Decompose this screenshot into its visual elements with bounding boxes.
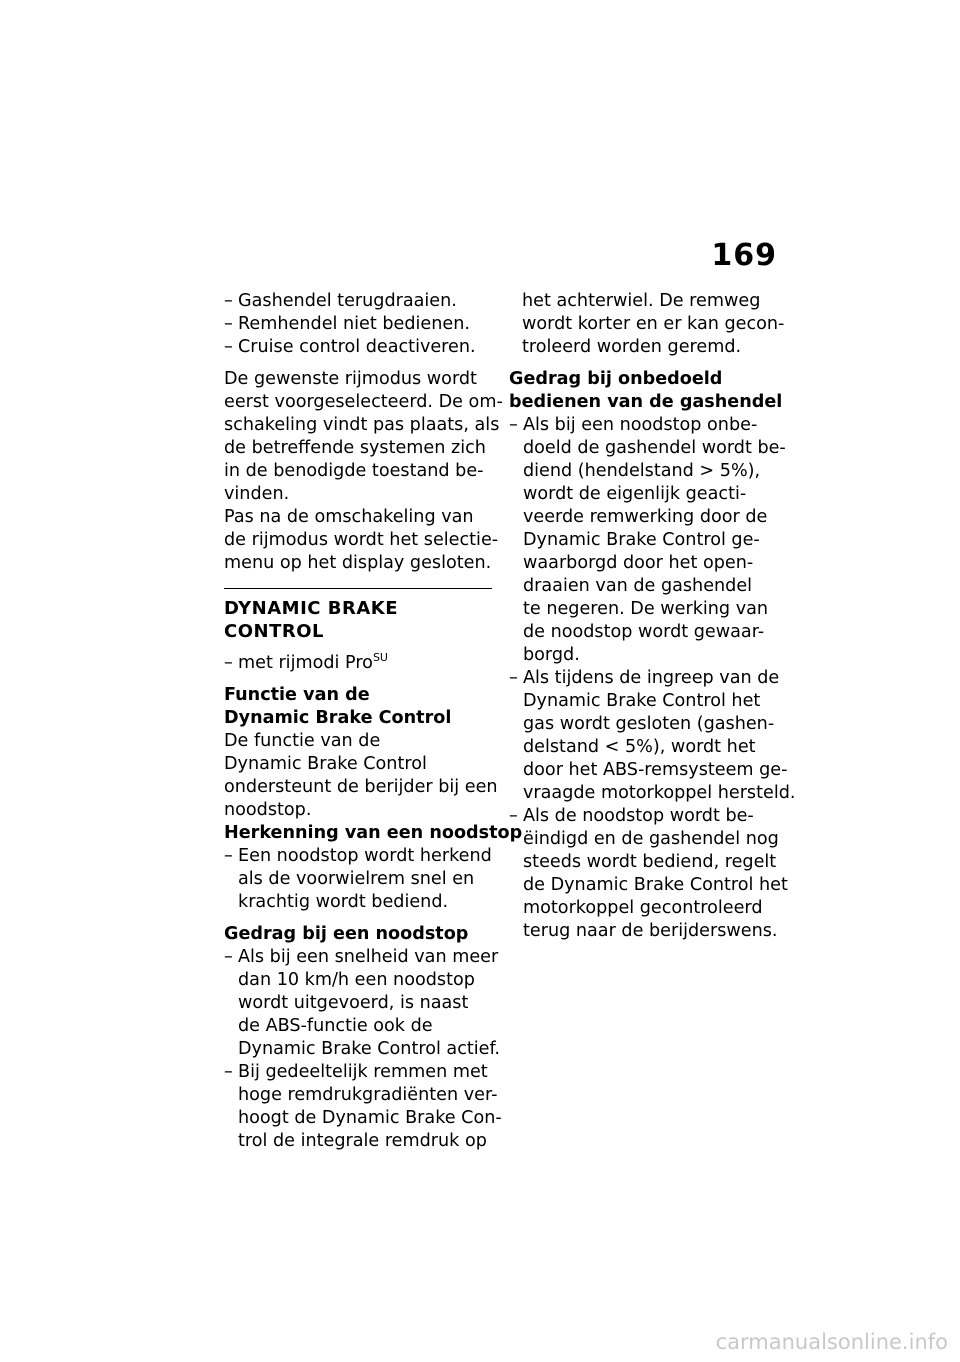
list-item <box>224 946 501 1061</box>
text-line: waarborgd door het open- <box>523 553 754 573</box>
text-line: eerst voorgeselecteerd. De om- <box>224 392 503 412</box>
text-line: – Als bij een noodstop onbe- <box>523 415 758 435</box>
list-item <box>224 845 492 914</box>
text-line: de Dynamic Brake Control het <box>523 875 788 895</box>
text-line: ëindigd en de gashendel nog <box>523 829 779 849</box>
behaviour-heading: Gedrag bij een noodstop <box>224 924 469 944</box>
text-line: Dynamic Brake Control <box>224 754 427 774</box>
function-body <box>224 730 498 822</box>
text-line: krachtig wordt bediend. <box>238 892 449 912</box>
recognition-list <box>224 845 492 914</box>
text-line: troleerd worden geremd. <box>522 337 742 357</box>
text-line: wordt korter en er kan gecon- <box>522 314 785 334</box>
text-line: te negeren. De werking van <box>523 599 769 619</box>
unintended-throttle-list <box>509 414 796 943</box>
text-line: de noodstop wordt gewaar- <box>523 622 765 642</box>
text-line: motorkoppel gecontroleerd <box>523 898 763 918</box>
text-line: Pas na de omschakeling van <box>224 507 474 527</box>
list-item <box>509 805 788 943</box>
text-line: hoge remdrukgradiënten ver- <box>238 1085 498 1105</box>
heading-line: bedienen van de gashendel <box>509 392 783 412</box>
list-item: – Gashendel terugdraaien. <box>224 290 492 313</box>
text-line: de betreffende systemen zich <box>224 438 486 458</box>
list-item: – Remhendel niet bedienen. <box>224 313 492 336</box>
section-divider <box>224 588 492 589</box>
list-item <box>509 667 796 805</box>
text-line: veerde remwerking door de <box>523 507 768 527</box>
list-item <box>224 1061 502 1153</box>
text-line: het achterwiel. De remweg <box>522 291 761 311</box>
right-column <box>509 290 796 943</box>
mode-requirement-text: met rijmodi Pro <box>238 653 373 673</box>
release-steps-list <box>224 290 492 359</box>
text-line: menu op het display gesloten. <box>224 553 492 573</box>
text-line: Dynamic Brake Control actief. <box>238 1039 501 1059</box>
text-line: draaien van de gashendel <box>523 576 753 596</box>
text-line: trol de integrale remdruk op <box>238 1131 487 1151</box>
text-line: – Als bij een snelheid van meer <box>238 947 499 967</box>
heading-line: Functie van de <box>224 685 370 705</box>
text-line: doeld de gashendel wordt be- <box>523 438 786 458</box>
text-line: noodstop. <box>224 800 312 820</box>
text-line: vraagde motorkoppel hersteld. <box>523 783 796 803</box>
text-line: de ABS-functie ook de <box>238 1016 433 1036</box>
text-line: De gewenste rijmodus wordt <box>224 369 477 389</box>
list-item: – Cruise control deactiveren. <box>224 336 492 359</box>
heading-line: Gedrag bij onbedoeld <box>509 369 723 389</box>
recognition-heading: Herkenning van een noodstop <box>224 823 523 843</box>
text-line: – Een noodstop wordt herkend <box>238 846 492 866</box>
page-number: 169 <box>711 238 777 273</box>
text-line: – Als de noodstop wordt be- <box>523 806 754 826</box>
text-line: vinden. <box>224 484 290 504</box>
text-line: gas wordt gesloten (gashen- <box>523 714 775 734</box>
left-column <box>224 290 523 1153</box>
mode-switch-paragraph <box>224 368 503 575</box>
text-line: – Als tijdens de ingreep van de <box>523 668 780 688</box>
list-item <box>509 414 784 667</box>
text-line: Dynamic Brake Control het <box>523 691 761 711</box>
text-line: schakeling vindt pas plaats, als <box>224 415 500 435</box>
text-line: wordt uitgevoerd, is naast <box>238 993 469 1013</box>
text-line: door het ABS-remsysteem ge- <box>523 760 788 780</box>
text-line: wordt de eigenlijk geacti- <box>523 484 747 504</box>
text-line: ondersteunt de berijder bij een <box>224 777 498 797</box>
text-line: dan 10 km/h een noodstop <box>238 970 475 990</box>
text-line: borgd. <box>523 645 580 665</box>
mode-superscript: SU <box>372 651 388 664</box>
text-line: de rijmodus wordt het selectie- <box>224 530 499 550</box>
text-line: steeds wordt bediend, regelt <box>523 852 777 872</box>
text-line: – Bij gedeeltelijk remmen met <box>238 1062 488 1082</box>
unintended-throttle-heading <box>509 368 784 414</box>
continuation-paragraph <box>509 290 784 359</box>
section-title: DYNAMIC BRAKE CONTROL <box>224 598 399 642</box>
text-line: De functie van de <box>224 731 381 751</box>
heading-line: Dynamic Brake Control <box>224 708 452 728</box>
text-line: hoogt de Dynamic Brake Con- <box>238 1108 502 1128</box>
text-line: diend (hendelstand > 5%), <box>523 461 761 481</box>
text-line: terug naar de berijderswens. <box>523 921 778 941</box>
text-line: als de voorwielrem snel en <box>238 869 475 889</box>
function-heading <box>224 684 492 730</box>
watermark: carmanualsonline.info <box>715 1330 948 1354</box>
text-line: Dynamic Brake Control ge- <box>523 530 760 550</box>
text-line: in de benodigde toestand be- <box>224 461 484 481</box>
mode-requirement-item <box>224 652 492 675</box>
behaviour-list <box>224 946 502 1153</box>
text-line: delstand < 5%), wordt het <box>523 737 756 757</box>
